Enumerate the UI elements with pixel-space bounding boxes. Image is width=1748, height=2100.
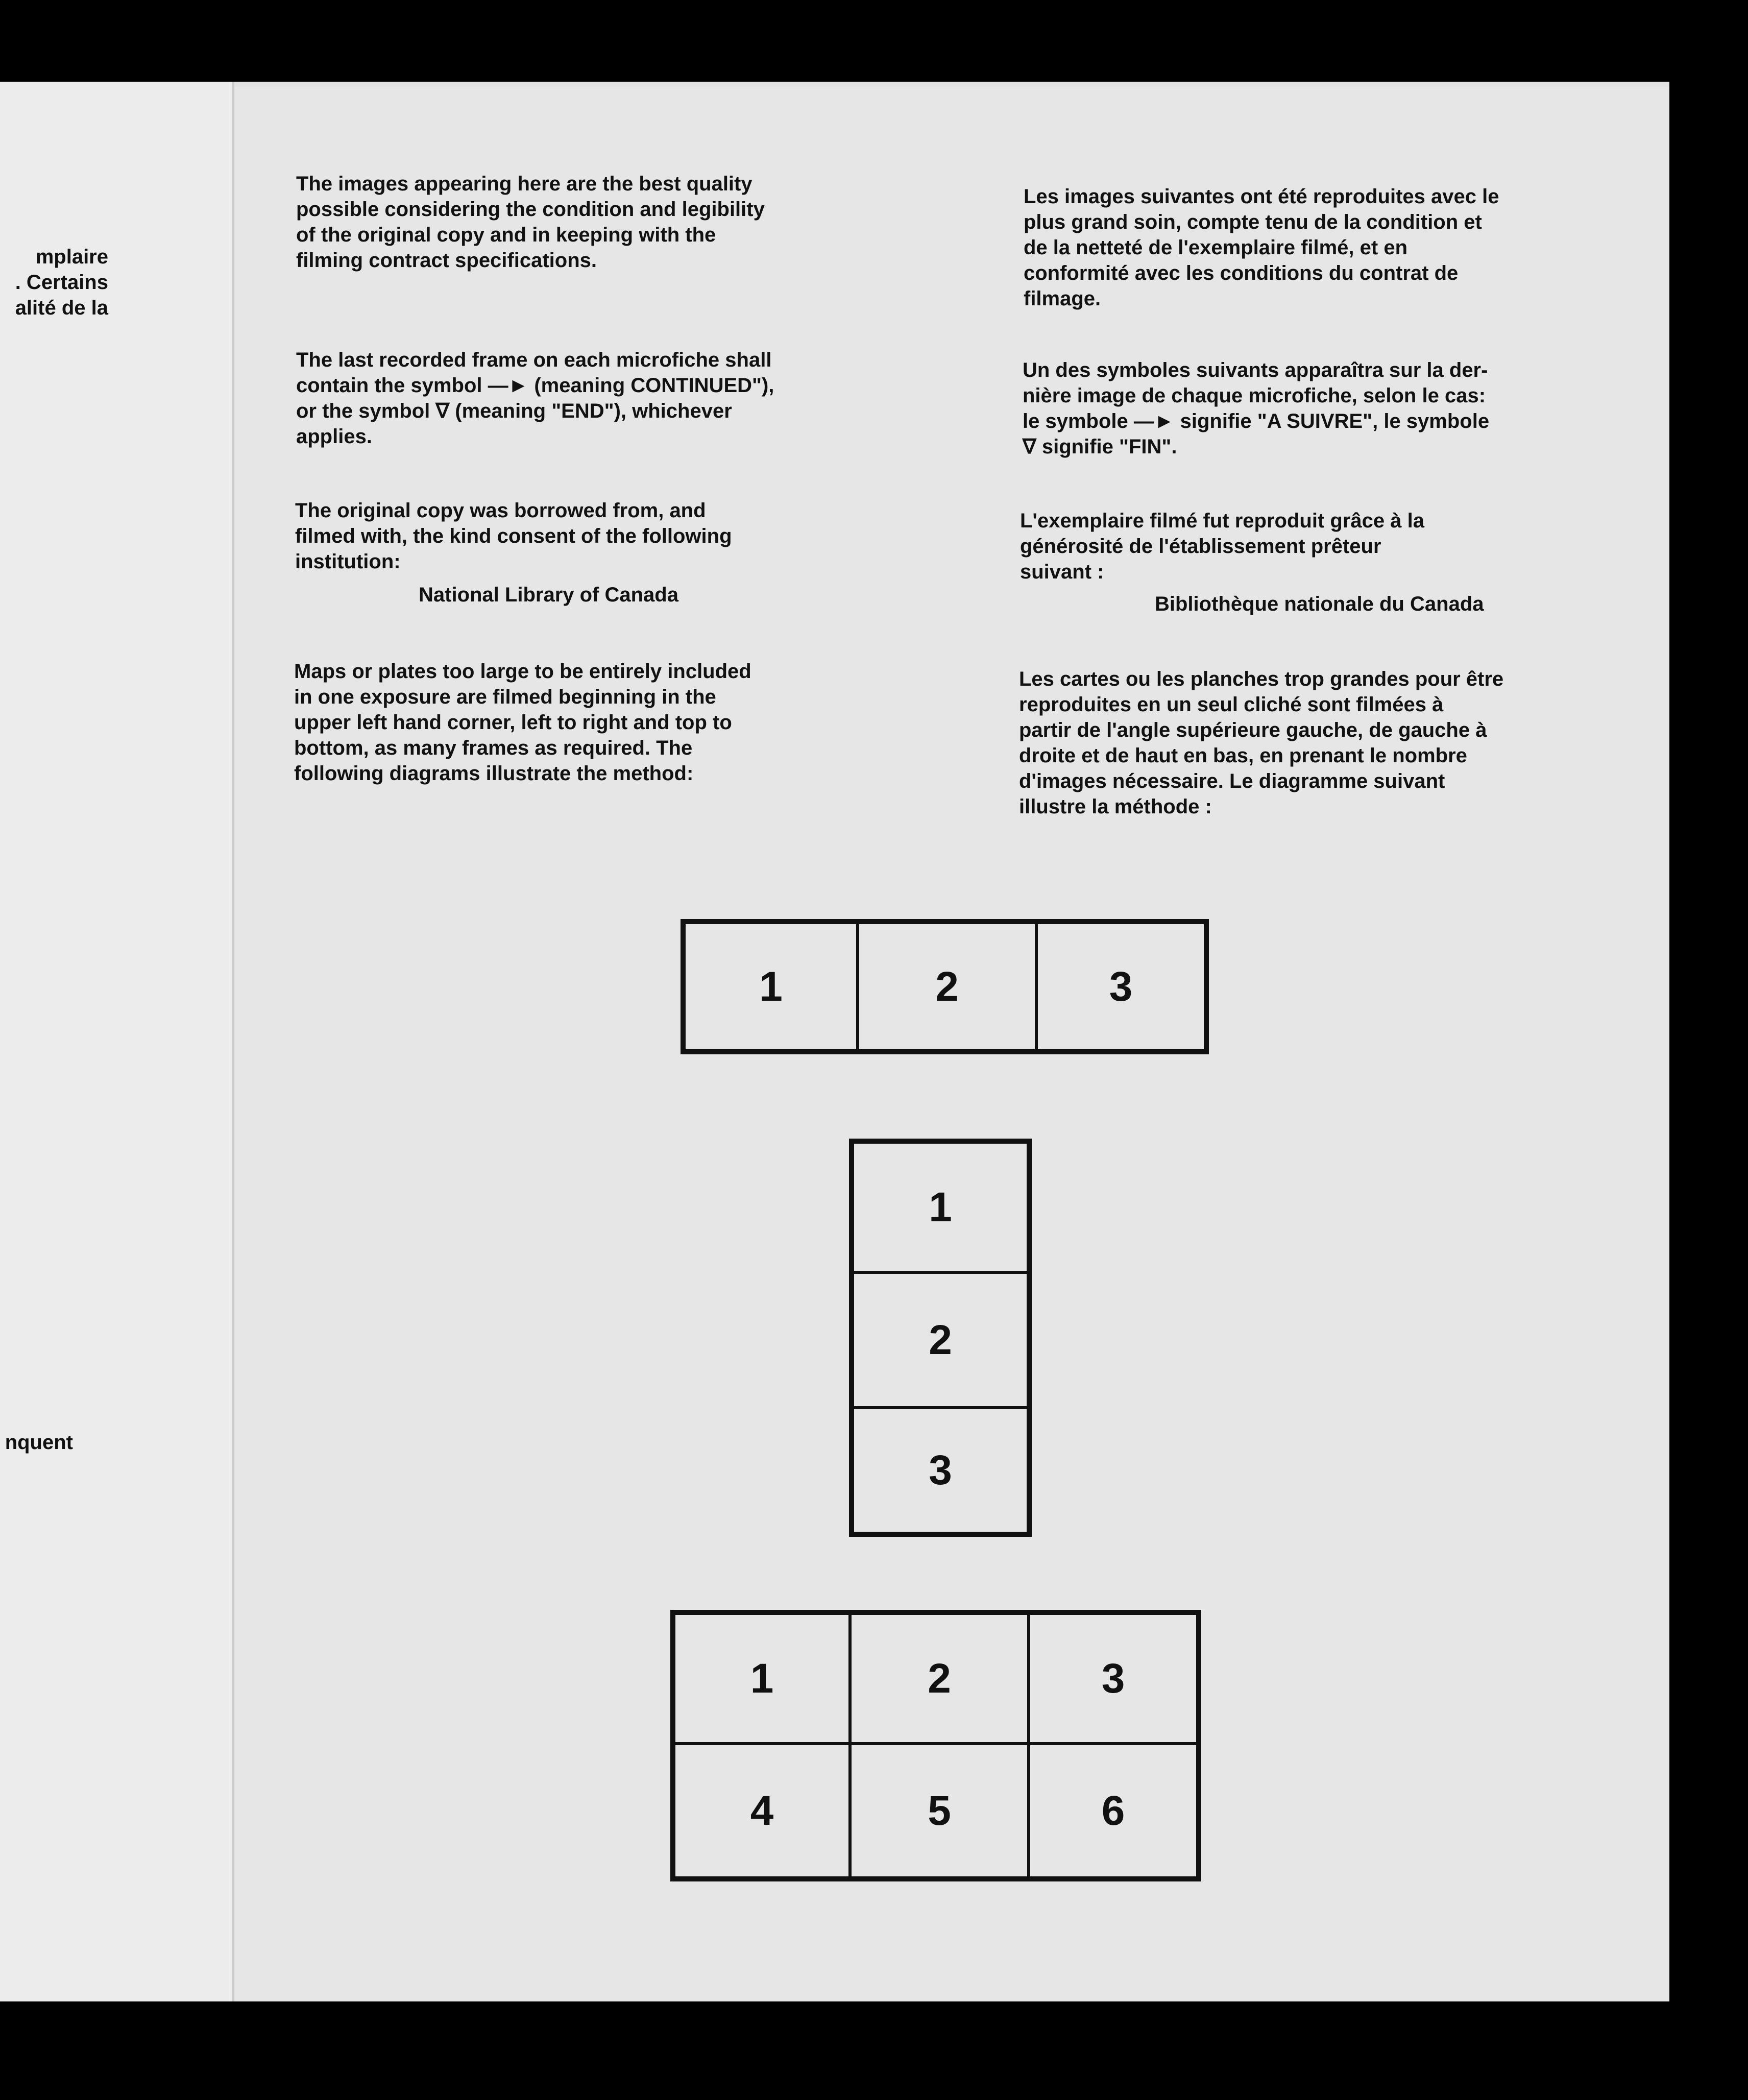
end-triangle-icon: ∇ [1023,436,1036,458]
text-line: filmage. [1024,287,1101,310]
text-line: d'images nécessaire. Le diagramme suivant [1019,770,1445,792]
english-institution-name: National Library of Canada [419,584,678,606]
text-line: droite et de haut en bas, en prenant le nombre [1019,744,1467,767]
text-line: of the original copy and in keeping with the [296,224,716,246]
text-line: illustre la méthode : [1019,795,1212,818]
frame-cell: 3 [1036,923,1205,1051]
text-line: possible considering the condition and legibility [296,198,765,221]
english-quality-paragraph [296,171,765,273]
vertical-frames-diagram [849,1139,1032,1537]
text-line: partir de l'angle supérieure gauche, de gauche à [1019,719,1487,741]
text-line [296,398,774,424]
text-line: filmed with, the kind consent of the following [295,525,732,547]
french-quality-paragraph [1024,184,1499,311]
grid-frames-diagram [670,1610,1201,1881]
text-line: Les images suivantes ont été reproduites avec le [1024,185,1499,208]
text-line: applies. [296,425,372,448]
text-line: suivant : [1020,561,1104,583]
text-line: following diagrams illustrate the method: [294,762,694,785]
frame-cell: 1 [674,1613,850,1744]
left-fragment-2: . Certains [15,271,108,294]
frame-cell: 2 [850,1613,1029,1744]
english-symbol-paragraph [296,347,774,449]
text-line: Maps or plates too large to be entirely included [294,660,751,683]
text-line: conformité avec les conditions du contrat de [1024,262,1459,284]
text-line: The original copy was borrowed from, and [295,499,706,522]
frame-cell: 6 [1029,1744,1198,1878]
horizontal-frames-diagram [681,919,1209,1054]
text-span: le symbole [1023,410,1128,432]
frame-cell: 1 [853,1142,1028,1272]
frame-cell: 2 [853,1272,1028,1408]
text-line: générosité de l'établissement prêteur [1020,535,1381,558]
french-method-paragraph [1019,666,1503,819]
text-line: Les cartes ou les planches trop grandes pour être [1019,668,1504,690]
frame-cell: 3 [1029,1613,1198,1744]
left-fragment-1: mplaire [35,246,108,268]
frame-cell: 4 [674,1744,850,1878]
left-page-edge [0,82,234,2001]
text-line: bottom, as many frames as required. The [294,737,693,759]
text-line [1023,434,1489,460]
text-line: The images appearing here are the best quality [296,173,752,195]
english-lender-paragraph [295,498,732,574]
continued-arrow-icon: —► [1133,410,1175,432]
text-line: The last recorded frame on each microfiche shall [296,349,772,371]
continued-arrow-icon: —► [488,374,529,397]
text-line: in one exposure are filmed beginning in the [294,686,716,708]
text-line: filming contract specifications. [296,249,597,272]
text-line [296,373,774,398]
left-fragment-3: alité de la [15,297,108,319]
frame-cell: 3 [853,1408,1028,1533]
text-span: signifie "FIN". [1041,436,1177,458]
text-line [1023,408,1489,434]
french-institution-name: Bibliothèque nationale du Canada [1155,593,1484,615]
end-triangle-icon: ∇ [435,400,450,422]
text-line: plus grand soin, compte tenu de la condition et [1024,211,1482,233]
text-line: Un des symboles suivants apparaîtra sur la der- [1023,359,1488,381]
text-line: de la netteté de l'exemplaire filmé, et en [1024,236,1408,259]
text-line: L'exemplaire filmé fut reproduit grâce à la [1020,510,1424,532]
text-line: reproduites en un seul cliché sont filmées à [1019,693,1444,716]
frame-cell: 2 [858,923,1036,1051]
text-span: (meaning "END"), whichever [455,400,732,422]
text-line: nière image de chaque microfiche, selon le cas: [1023,384,1486,407]
left-fragment-4: nquent [5,1431,73,1454]
frame-cell: 5 [850,1744,1029,1878]
text-span: contain the symbol [296,374,482,397]
english-method-paragraph [294,659,751,786]
frame-cell: 1 [684,923,858,1051]
french-lender-paragraph [1020,508,1424,585]
text-span: or the symbol [296,400,430,422]
text-line: institution: [295,550,401,573]
text-line: upper left hand corner, left to right and top to [294,711,732,734]
text-span: signifie "A SUIVRE", le symbole [1180,410,1490,432]
text-span: (meaning CONTINUED"), [534,374,774,397]
french-symbol-paragraph [1023,357,1489,460]
